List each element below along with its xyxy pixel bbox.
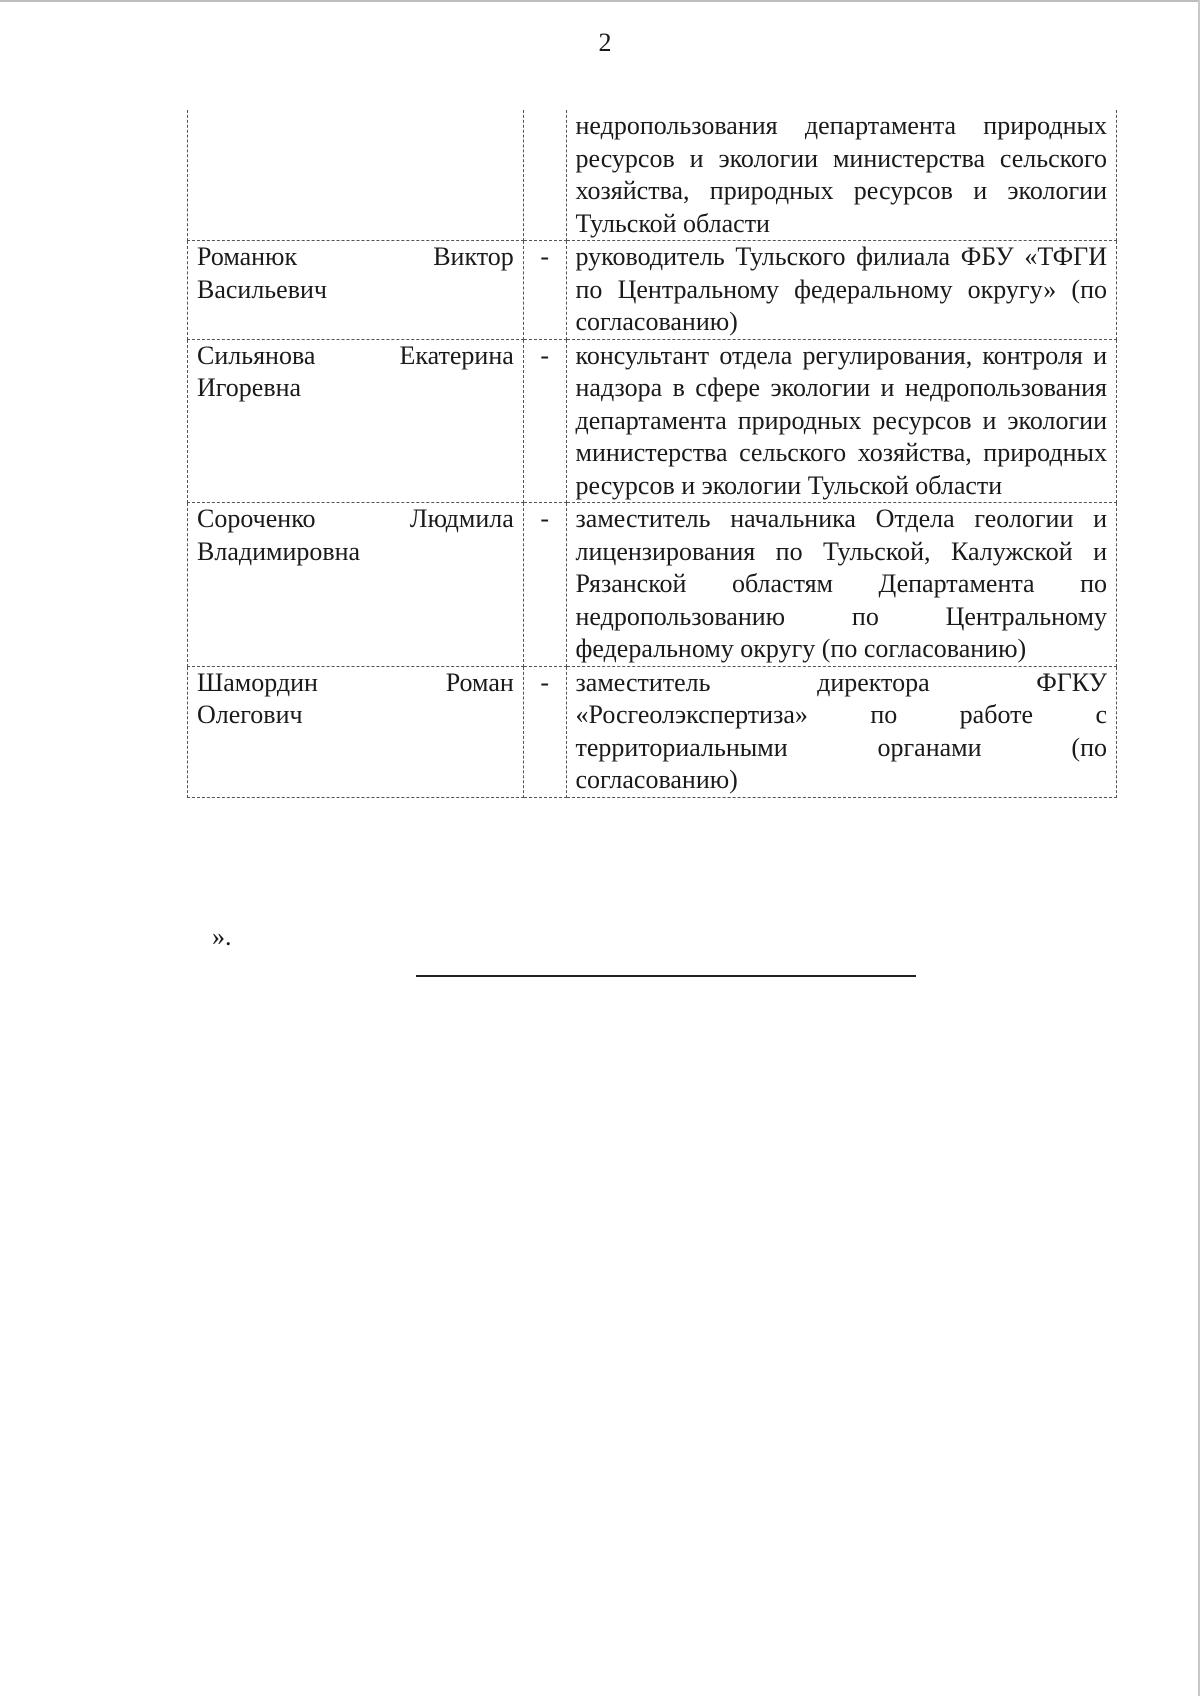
- table-row: [188, 503, 1117, 667]
- member-role-cell: консультант отдела регулирования, контроля и надзора в сфере экологии и недропользования департамента природных ресурсов и экологии министерства сельского хозяйства, природных ресурсов и экологии Тульской области: [566, 339, 1116, 503]
- end-of-document-rule: [416, 975, 916, 977]
- member-dash-cell: -: [523, 339, 566, 503]
- member-dash-cell: -: [523, 666, 566, 797]
- members-table: [187, 110, 1117, 798]
- member-dash-cell: -: [523, 241, 566, 340]
- member-dash-cell: -: [523, 503, 566, 667]
- table-row: [188, 666, 1117, 797]
- scan-top-edge: [0, 0, 1200, 2]
- member-role-cell: заместитель директора ФГКУ «Росгеолэкспертиза» по работе с территориальными органами (по согласованию): [566, 666, 1116, 797]
- member-patronymic: Васильевич: [197, 274, 327, 304]
- member-surname-firstname: Шамордин Роман: [197, 667, 514, 697]
- table-row: [188, 339, 1117, 503]
- member-patronymic: Игоревна: [197, 373, 302, 402]
- member-name-cell: [188, 241, 524, 340]
- table-row: [188, 241, 1117, 340]
- member-patronymic: Олегович: [197, 700, 303, 729]
- table-row: [188, 110, 1117, 241]
- member-role-cell: заместитель начальника Отдела геологии и лицензирования по Тульской, Калужской и Рязанской областям Департамента по недропользованию по Центральному федеральному округу (по согласованию): [566, 503, 1116, 667]
- member-name-cell: [188, 503, 524, 667]
- member-dash-cell: [523, 110, 566, 241]
- member-name-cell: [188, 666, 524, 797]
- page-number: 2: [598, 28, 612, 57]
- member-role-cell: недропользования департамента природных ресурсов и экологии министерства сельского хозяйства, природных ресурсов и экологии Тульской области: [566, 110, 1116, 241]
- member-role-cell: руководитель Тульского филиала ФБУ «ТФГИ по Центральному федеральному округу» (по согласованию): [566, 241, 1116, 340]
- member-surname-firstname: Романюк Виктор: [197, 242, 514, 271]
- member-surname-firstname: Сороченко Людмила: [197, 504, 514, 533]
- member-patronymic: Владимировна: [197, 536, 361, 566]
- member-name-cell: [188, 339, 524, 503]
- member-name-cell: [188, 110, 524, 241]
- member-surname-firstname: Сильянова Екатерина: [197, 340, 514, 370]
- closing-quote-mark: ».: [212, 922, 232, 951]
